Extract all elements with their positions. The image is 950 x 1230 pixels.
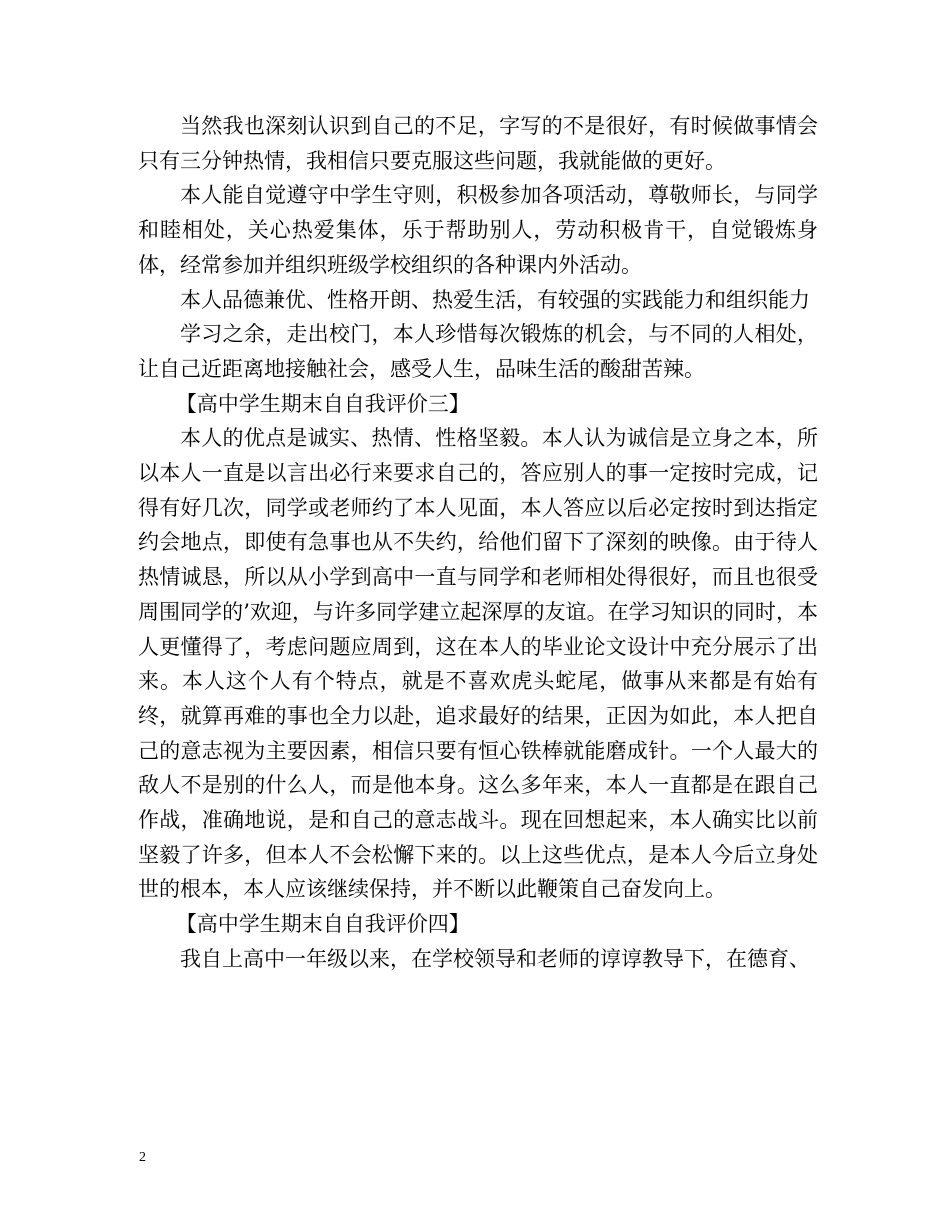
paragraph-extracurricular: 学习之余，走出校门，本人珍惜每次锻炼的机会，与不同的人相处，让自己近距离地接触社会，感受人生，品味生活的酸甜苦辣。 (138, 322, 818, 381)
paragraph-strengths: 本人的优点是诚实、热情、性格坚毅。本人认为诚信是立身之本，所以本人一直是以言出必行来要求自己的，答应别人的事一定按时完成，记得有好几次，同学或老师约了本人见面，本人答应以后必定按时到达指定约会地点，即使有急事也从不失约，给他们留下了深刻的映像。由于待人热情诚恳，所以从小学到高中一直与同学和老师相处得很好，而且也很受周围同学的’欢迎，与许多同学建立起深厚的友谊。在学习知识的同时，本人更懂得了，考虑问题应周到，这在本人的毕业论文设计中充分展示了出来。本人这个人有个特点，就是不喜欢虎头蛇尾，做事从来都是有始有终，就算再难的事也全力以赴，追求最好的结果，正因为如此，本人把自己的意志视为主要因素，相信只要有恒心铁棒就能磨成针。一个人最大的敌人不是别的什么人，而是他本身。这么多年来，本人一直都是在跟自己作战，准确地说，是和自己的意志战斗。现在回想起来，本人确实比以前坚毅了许多，但本人不会松懈下来的。以上这些优点，是本人今后立身处世的根本，本人应该继续保持，并不断以此鞭策自己奋发向上。 (138, 426, 818, 902)
paragraph-shortcomings: 当然我也深刻认识到自己的不足，字写的不是很好，有时候做事情会只有三分钟热情，我相信只要克服这些问题，我就能做的更好。 (138, 114, 818, 173)
paragraph-character: 本人品德兼优、性格开朗、热爱生活，有较强的实践能力和组织能力 (180, 287, 810, 312)
paragraph-since-grade-one: 我自上高中一年级以来，在学校领导和老师的谆谆教导下，在德育、 (180, 946, 810, 971)
paragraph-conduct: 本人能自觉遵守中学生守则，积极参加各项活动，尊敬师长，与同学和睦相处，关心热爱集体，乐于帮助别人，劳动积极肯干，自觉锻炼身体，经常参加并组织班级学校组织的各种课内外活动。 (138, 183, 818, 277)
page-number: 2 (139, 1150, 146, 1165)
document-body (138, 109, 818, 977)
section-heading-four: 【高中学生期末自自我评价四】 (175, 912, 470, 937)
section-heading-three: 【高中学生期末自自我评价三】 (175, 391, 470, 416)
